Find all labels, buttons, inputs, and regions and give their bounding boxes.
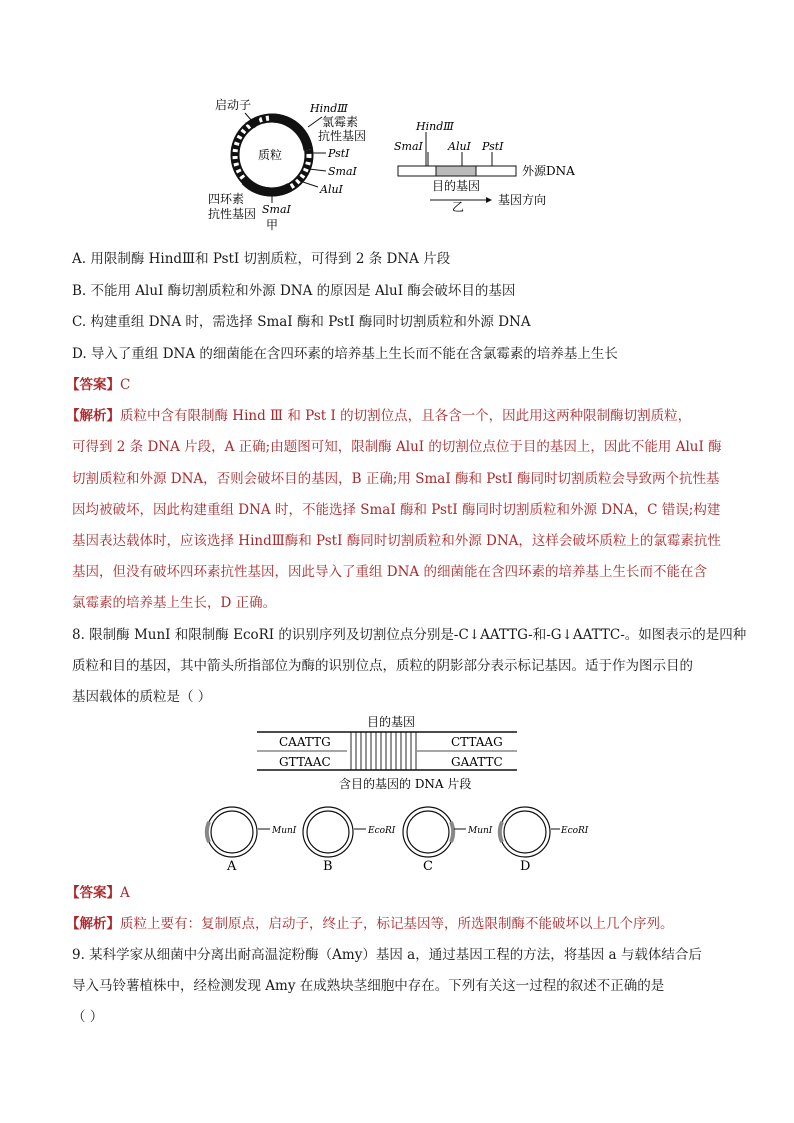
seq-left-bottom: GTTAAC bbox=[279, 755, 331, 769]
seq-left-top: CAATTG bbox=[279, 735, 331, 749]
label-alu-site-dna: AluⅠ bbox=[448, 140, 471, 153]
q7-option-d: D. 导入了重组 DNA 的细菌能在含四环素的培养基上生长而不能在含氯霉素的培养基上生长 bbox=[72, 346, 618, 362]
label-pst-site: PstⅠ bbox=[328, 147, 350, 160]
label-hind-site: HindⅢ bbox=[310, 102, 348, 115]
analysis-label: 【解析】 bbox=[66, 916, 120, 932]
label-sma-site-dna: SmaⅠ bbox=[394, 140, 423, 153]
q8-stem-line-3: 基因载体的质粒是（ ） bbox=[72, 689, 212, 705]
q8-answer bbox=[66, 884, 130, 902]
label-sma-site-bottom: SmaⅠ bbox=[262, 203, 291, 216]
seq-right-bottom: GAATTC bbox=[451, 755, 503, 769]
target-gene-dna-figure bbox=[255, 712, 525, 794]
enzyme-label-d: EcoRⅠ bbox=[561, 826, 589, 836]
q9-stem-line-1: 9. 某科学家从细菌中分离出耐高温淀粉酶（Amy）基因 a，通过基因工程的方法，将基因 a 与载体结合后 bbox=[72, 947, 702, 963]
option-label-c: C bbox=[423, 859, 433, 874]
label-target-gene-title: 目的基因 bbox=[367, 715, 416, 729]
enzyme-label-c: MunⅠ bbox=[468, 826, 493, 836]
label-pst-site-dna: PstⅠ bbox=[482, 140, 504, 153]
q7-option-b: B. 不能用 AluI 酶切割质粒和外源 DNA 的原因是 AluI 酶会破坏目的基因 bbox=[72, 283, 516, 299]
q7-analysis-line-4: 因均被破坏，因此构建重组 DNA 时，不能选择 SmaI 酶和 PstI 酶同时切割质粒和外源 DNA，C 错误;构建 bbox=[72, 502, 721, 518]
label-foreign-dna: 外源DNA bbox=[522, 164, 575, 178]
enzyme-label-a: MunⅠ bbox=[272, 826, 297, 836]
q8-stem-line-1: 8. 限制酶 MunI 和限制酶 EcoRI 的识别序列及切割位点分别是-C↓AATTG-和-G↓AATTC-。如图表示的是四种 bbox=[72, 627, 747, 643]
label-hind-site-dna: HindⅢ bbox=[416, 120, 454, 133]
q7-analysis-line-5: 基因表达载体时，应该选择 HindⅢ酶和 PstI 酶同时切割质粒和外源 DNA，这样会破坏质粒上的氯霉素抗性 bbox=[72, 533, 721, 549]
answer-label: 【答案】 bbox=[66, 885, 120, 901]
plasmid-figure-jia bbox=[200, 95, 400, 235]
q7-analysis-line-1 bbox=[66, 407, 691, 425]
answer-value: A bbox=[120, 885, 130, 901]
q7-analysis-line-7: 氯霉素的培养基上生长，D 正确。 bbox=[72, 595, 277, 611]
analysis-label: 【解析】 bbox=[66, 408, 120, 424]
label-sma-site-right: SmaⅠ bbox=[328, 165, 357, 178]
foreign-dna-figure-yi bbox=[392, 118, 602, 213]
q7-analysis-line-3: 切割质粒和外源 DNA，否则会破坏目的基因，B 正确;用 SmaI 酶和 PstI 酶同时切割质粒会导致两个抗性基 bbox=[72, 471, 720, 487]
q7-analysis-line-6: 基因，但没有破坏四环素抗性基因，因此导入了重组 DNA 的细菌能在含四环素的培养基上生长而不能在含 bbox=[72, 564, 707, 580]
label-alu-site: AluⅠ bbox=[320, 183, 343, 196]
option-label-a: A bbox=[227, 859, 237, 874]
label-chloramphenicol-gene: 抗性基因 bbox=[318, 129, 367, 143]
enzyme-label-b: EcoRⅠ bbox=[368, 826, 396, 836]
label-tetracycline: 四环素 bbox=[208, 192, 245, 206]
option-label-b: B bbox=[323, 859, 333, 874]
label-target-gene: 目的基因 bbox=[432, 179, 481, 193]
q9-stem-line-3: （ ） bbox=[72, 1009, 104, 1025]
q7-analysis-line-2: 可得到 2 条 DNA 片段，A 正确;由题图可知，限制酶 AluI 的切割位点位于目的基因上，因此不能用 AluI 酶 bbox=[72, 439, 722, 455]
plasmid-options-figure bbox=[200, 800, 590, 875]
option-label-d: D bbox=[520, 859, 531, 874]
q8-analysis bbox=[66, 915, 674, 933]
dna-fragment-caption: 含目的基因的 DNA 片段 bbox=[339, 777, 472, 791]
analysis-text: 质粒中含有限制酶 Hind Ⅲ 和 Pst I 的切割位点，且各含一个，因此用这两种限制酶切割质粒， bbox=[120, 408, 692, 424]
answer-value: C bbox=[120, 377, 131, 393]
plasmid-option-d bbox=[500, 807, 589, 874]
figure-caption-yi: 乙 bbox=[452, 200, 465, 213]
label-tetracycline-gene: 抗性基因 bbox=[208, 207, 257, 221]
label-promoter: 启动子 bbox=[215, 98, 252, 112]
q7-option-c: C. 构建重组 DNA 时，需选择 SmaI 酶和 PstI 酶同时切割质粒和外源 DNA bbox=[72, 314, 531, 330]
q7-answer bbox=[66, 376, 130, 394]
q7-option-a: A. 用限制酶 HindⅢ和 PstI 切割质粒，可得到 2 条 DNA 片段 bbox=[72, 251, 451, 267]
label-plasmid-center: 质粒 bbox=[258, 148, 283, 162]
analysis-text: 质粒上要有：复制原点，启动子，终止子，标记基因等，所选限制酶不能破坏以上几个序列。 bbox=[120, 916, 674, 932]
label-gene-direction: 基因方向 bbox=[498, 193, 547, 207]
seq-right-top: CTTAAG bbox=[451, 735, 503, 749]
q8-stem-line-2: 质粒和目的基因，其中箭头所指部位为酶的识别位点，质粒的阴影部分表示标记基因。适于作为图示目的 bbox=[72, 658, 693, 674]
label-chloramphenicol: 氯霉素 bbox=[322, 115, 359, 129]
figure-caption-jia: 甲 bbox=[266, 218, 279, 232]
plasmid-option-b bbox=[303, 807, 396, 874]
plasmid-option-a bbox=[207, 807, 297, 874]
q9-stem-line-2: 导入马铃薯植株中，经检测发现 Amy 在成熟块茎细胞中存在。下列有关这一过程的叙述不正确的是 bbox=[72, 978, 665, 994]
plasmid-option-c bbox=[403, 807, 493, 874]
answer-label: 【答案】 bbox=[66, 377, 120, 393]
